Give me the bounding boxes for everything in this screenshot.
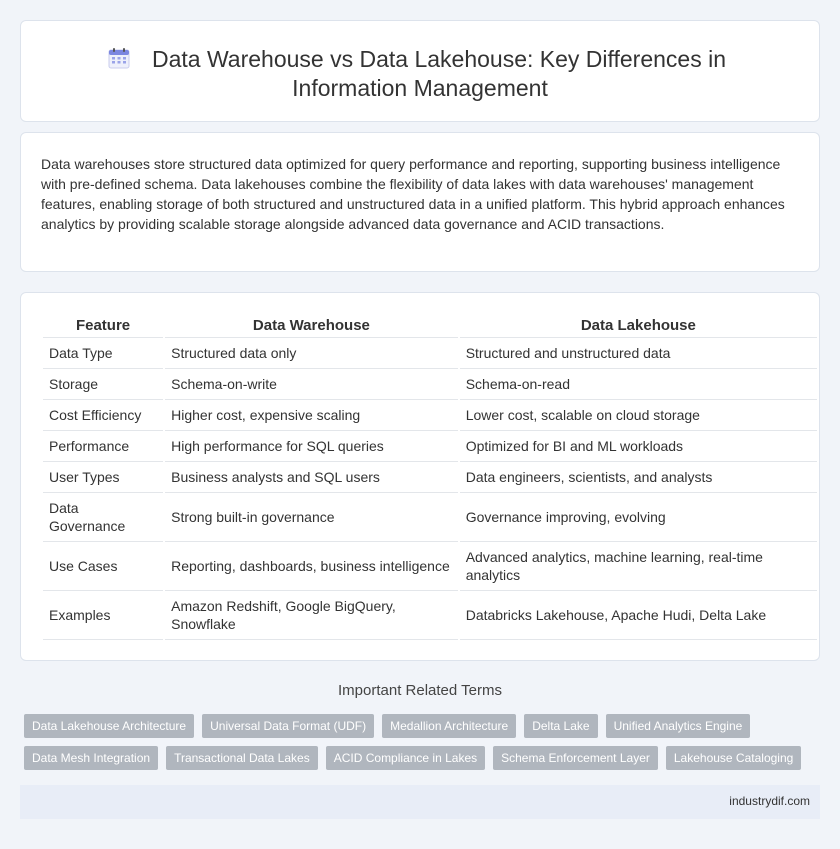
table-row xyxy=(43,338,817,369)
table-cell: Strong built-in governance xyxy=(165,493,458,542)
related-term-tag[interactable]: Transactional Data Lakes xyxy=(166,746,318,770)
table-cell: Lower cost, scalable on cloud storage xyxy=(460,400,817,431)
table-row xyxy=(43,591,817,640)
table-cell: Data Governance xyxy=(43,493,163,542)
comparison-table-card xyxy=(20,292,820,661)
summary-card xyxy=(20,132,820,272)
table-cell: User Types xyxy=(43,462,163,493)
table-row xyxy=(43,493,817,542)
table-cell: Cost Efficiency xyxy=(43,400,163,431)
page-title-line-1: Data Warehouse vs Data Lakehouse: Key Differences in xyxy=(151,46,727,72)
table-cell: Governance improving, evolving xyxy=(460,493,817,542)
table-cell: Optimized for BI and ML workloads xyxy=(460,431,817,462)
table-cell: Storage xyxy=(43,369,163,400)
table-row xyxy=(43,400,817,431)
table-cell: High performance for SQL queries xyxy=(165,431,458,462)
page-title-line-2: Information Management xyxy=(292,75,548,101)
table-cell: Structured and unstructured data xyxy=(460,338,817,369)
table-cell: Schema-on-read xyxy=(460,369,817,400)
related-terms-title: Important Related Terms xyxy=(338,682,502,699)
comparison-table xyxy=(41,315,819,640)
tag-row-2 xyxy=(20,746,820,770)
related-term-tag[interactable]: Medallion Architecture xyxy=(382,714,516,738)
title-card xyxy=(20,20,820,122)
related-term-tag[interactable]: Lakehouse Cataloging xyxy=(666,746,801,770)
footer-site[interactable]: industrydif.com xyxy=(729,794,810,808)
related-term-tag[interactable]: Data Lakehouse Architecture xyxy=(24,714,194,738)
related-term-tag[interactable]: Schema Enforcement Layer xyxy=(493,746,658,770)
table-cell: Databricks Lakehouse, Apache Hudi, Delta Lake xyxy=(460,591,817,640)
related-terms xyxy=(20,714,820,778)
tag-row-1 xyxy=(20,714,820,738)
table-cell: Examples xyxy=(43,591,163,640)
related-term-tag[interactable]: Unified Analytics Engine xyxy=(606,714,751,738)
table-row xyxy=(43,431,817,462)
table-cell: Structured data only xyxy=(165,338,458,369)
related-term-tag[interactable]: Delta Lake xyxy=(524,714,597,738)
related-term-tag[interactable]: Universal Data Format (UDF) xyxy=(202,714,374,738)
table-cell: Higher cost, expensive scaling xyxy=(165,400,458,431)
table-cell: Performance xyxy=(43,431,163,462)
summary-text: Data warehouses store structured data optimized for query performance and reporting, supporting business intelligence with pre-defined schema. Data lakehouses combine the flexibility of data lakes with data warehouses' management features, enabling storage of both structured and unstructured data in a unified platform. This hybrid approach enhances analytics by providing scalable storage alongside advanced data governance and ACID transactions. xyxy=(41,156,785,232)
table-header-warehouse: Data Warehouse xyxy=(165,315,458,338)
page-title xyxy=(21,45,819,103)
table-cell: Use Cases xyxy=(43,542,163,591)
table-row xyxy=(43,462,817,493)
related-term-tag[interactable]: ACID Compliance in Lakes xyxy=(326,746,485,770)
table-cell: Business analysts and SQL users xyxy=(165,462,458,493)
footer xyxy=(20,785,820,819)
related-term-tag[interactable]: Data Mesh Integration xyxy=(24,746,158,770)
table-header-feature: Feature xyxy=(43,315,163,338)
table-row xyxy=(43,542,817,591)
table-cell: Data engineers, scientists, and analysts xyxy=(460,462,817,493)
table-cell: Data Type xyxy=(43,338,163,369)
table-cell: Reporting, dashboards, business intelligence xyxy=(165,542,458,591)
table-header-lakehouse: Data Lakehouse xyxy=(460,315,817,338)
table-cell: Amazon Redshift, Google BigQuery, Snowflake xyxy=(165,591,458,640)
table-cell: Schema-on-write xyxy=(165,369,458,400)
table-row xyxy=(43,369,817,400)
table-cell: Advanced analytics, machine learning, real-time analytics xyxy=(460,542,817,591)
